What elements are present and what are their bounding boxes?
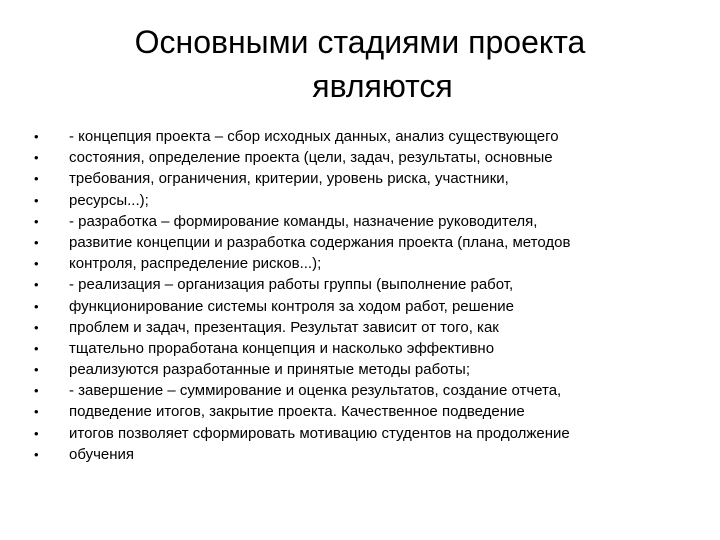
bullet-icon: • <box>34 234 39 250</box>
list-item-text: контроля, распределение рисков...); <box>69 255 322 273</box>
bullet-icon: • <box>34 340 39 356</box>
list-item-text: ресурсы...); <box>69 191 149 209</box>
list-item-text: обучения <box>69 445 135 463</box>
bullet-icon: • <box>34 298 39 314</box>
bullet-icon: • <box>34 446 39 462</box>
list-item-text: - концепция проекта – сбор исходных данных, анализ существующего <box>69 128 559 145</box>
bullet-icon: • <box>34 319 39 335</box>
list-item-text: проблем и задач, презентация. Результат зависит от того, как <box>69 318 499 336</box>
bullet-icon: • <box>34 256 39 272</box>
bullet-icon: • <box>34 362 39 378</box>
list-item-text: функционирование системы контроля за ходом работ, решение <box>69 297 515 315</box>
list-item-text: состояния, определение проекта (цели, задач, результаты, основные <box>69 149 553 167</box>
bullet-icon: • <box>34 171 39 187</box>
bullet-icon: • <box>34 425 39 441</box>
list-item-text: - завершение – суммирование и оценка результатов, создание отчета, <box>69 382 562 400</box>
slide-title-line-2: являются <box>312 68 453 104</box>
list-item-text: подведение итогов, закрытие проекта. Качественное подведение <box>69 403 525 421</box>
bullet-icon: • <box>34 404 39 420</box>
bullet-icon: • <box>34 213 39 229</box>
list-item-text: итогов позволяет сформировать мотивацию студентов на продолжение <box>69 424 570 442</box>
list-item-text: - реализация – организация работы группы (выполнение работ, <box>69 276 514 294</box>
list-item-text: реализуются разработанные и принятые методы работы; <box>69 361 471 379</box>
bullet-icon: • <box>34 129 39 144</box>
list-item-text: развитие концепции и разработка содержания проекта (плана, методов <box>69 233 571 251</box>
list-item-text: требования, ограничения, критерии, уровень риска, участники, <box>69 170 509 188</box>
slide-title <box>40 20 680 108</box>
slide-title-line-1: Основными стадиями проекта <box>134 24 586 60</box>
bullet-icon: • <box>34 150 39 166</box>
list-item-text: - разработка – формирование команды, назначение руководителя, <box>69 212 538 230</box>
bullet-icon: • <box>34 192 39 208</box>
list-item-text: тщательно проработана концепция и насколько эффективно <box>69 339 495 357</box>
bullet-icon: • <box>34 277 39 293</box>
bullet-icon: • <box>34 383 39 399</box>
